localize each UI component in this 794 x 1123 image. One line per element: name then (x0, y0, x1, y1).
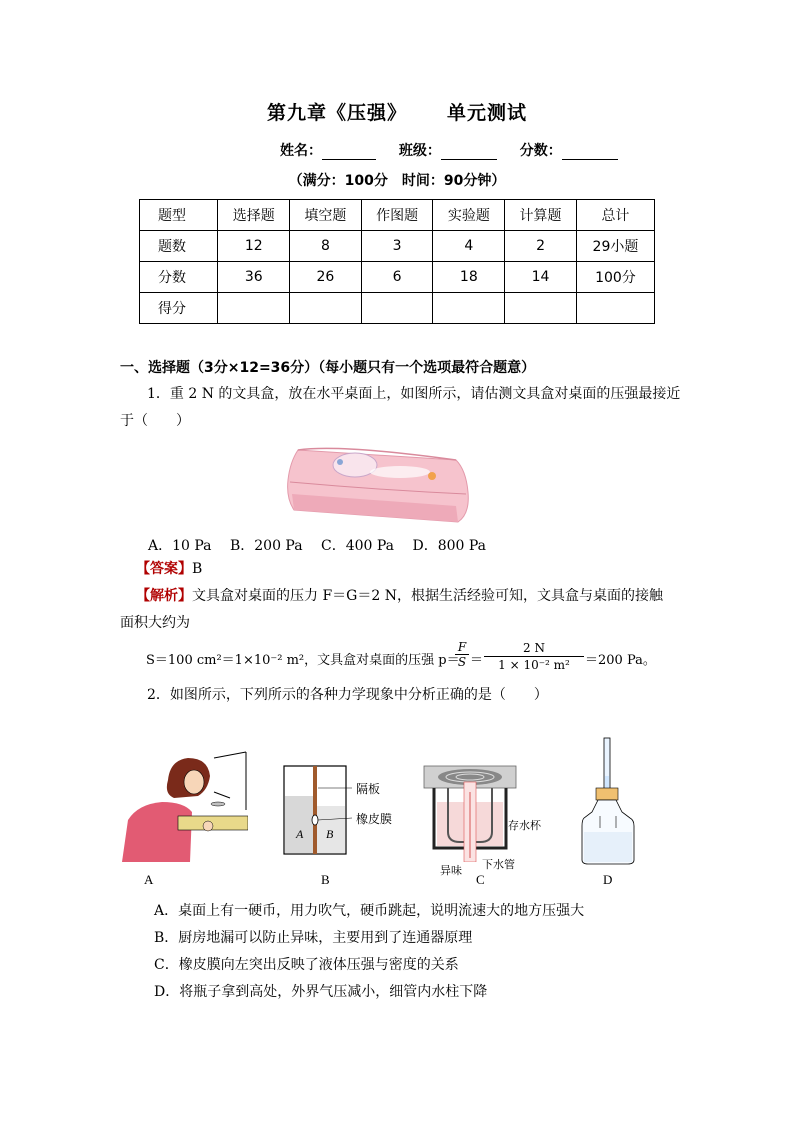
q2-option-c: C．橡皮膜向左突出反映了液体压强与密度的关系 (154, 957, 459, 973)
analysis-text-3a: S＝100 cm²＝1×10⁻² m²，文具盒对桌面的压强 p＝ (146, 653, 460, 668)
figure-c-odor-label: 异味 (440, 864, 462, 877)
table-cell: 26 (290, 262, 362, 293)
q1-analysis-line2: 面积大约为 (120, 615, 190, 631)
table-cell: 作图题 (361, 200, 433, 231)
figure-label-c: C (476, 872, 485, 887)
q1-text-line1: 1．重 2 N 的文具盒，放在水平桌面上，如图所示，请估测文具盒对桌面的压强最接近 (147, 386, 681, 402)
q2-text: 2．如图所示，下列所示的各种力学现象中分析正确的是（ ） (147, 687, 548, 703)
fraction-numerator: F (457, 640, 467, 654)
fraction-denominator: 1 × 10⁻² m² (484, 656, 584, 673)
exam-subtitle: （满分：100分 时间：90分钟） (288, 173, 506, 189)
figure-label-b: B (321, 872, 330, 887)
table-cell: 8 (290, 231, 362, 262)
table-cell: 计算题 (505, 200, 577, 231)
table-row (140, 231, 655, 262)
answer-label: 【答案】 (136, 561, 192, 577)
score-input-cell[interactable] (218, 293, 290, 324)
analysis-label: 【解析】 (136, 588, 192, 604)
q2-option-d: D．将瓶子拿到高处，外界气压减小，细管内水柱下降 (154, 984, 488, 1000)
table-cell: 题型 (140, 200, 218, 231)
table-cell: 分数 (140, 262, 218, 293)
fraction-numerator: 2 N (523, 641, 545, 655)
figure-d-bottle-barometer (578, 736, 638, 866)
table-cell: 3 (361, 231, 433, 262)
figure-c-pipe-label: 下水管 (482, 858, 515, 871)
table-cell: 2 (505, 231, 577, 262)
q1-analysis-line3 (146, 647, 460, 674)
score-input-cell[interactable] (361, 293, 433, 324)
table-cell: 6 (361, 262, 433, 293)
q2-option-b: B．厨房地漏可以防止异味，主要用到了连通器原理 (154, 930, 473, 946)
table-cell: 填空题 (290, 200, 362, 231)
table-cell: 总计 (576, 200, 654, 231)
class-label: 班级： (398, 143, 441, 159)
table-cell: 14 (505, 262, 577, 293)
table-cell: 选择题 (218, 200, 290, 231)
table-row (140, 262, 655, 293)
fraction-denominator: S (455, 654, 469, 669)
score-blank[interactable] (562, 145, 618, 160)
pencil-case-image (280, 440, 472, 526)
q2-option-a: A．桌面上有一硬币，用力吹气，硬币跳起，说明流速大的地方压强大 (154, 903, 585, 919)
table-cell: 36 (218, 262, 290, 293)
score-input-cell[interactable] (433, 293, 505, 324)
figure-c-floor-drain (420, 762, 520, 862)
figure-b-label-b: B (326, 827, 334, 841)
table-row (140, 293, 655, 324)
q1-answer (136, 556, 202, 583)
title-chapter: 第九章《压强》 (266, 102, 407, 124)
q1-analysis-line1 (136, 583, 663, 610)
fraction-f-over-s (455, 640, 469, 669)
table-row (140, 200, 655, 231)
answer-value: B (192, 561, 203, 577)
equals-sign: ＝ (470, 653, 484, 668)
page-title (0, 98, 794, 125)
analysis-text-1: 文具盒对桌面的压力 F＝G＝2 N，根据生活经验可知，文具盒与桌面的接触 (192, 588, 663, 604)
figure-label-a: A (144, 872, 154, 887)
table-cell: 18 (433, 262, 505, 293)
title-test: 单元测试 (447, 102, 528, 124)
table-cell: 100分 (576, 262, 654, 293)
score-label: 分数： (519, 143, 562, 159)
figure-b-label-a: A (296, 827, 304, 841)
section-heading: 一、选择题（3分×12=36分）（每小题只有一个选项最符合题意） (120, 360, 536, 376)
fraction-value (484, 640, 584, 673)
figure-b-partition-label: 隔板 (356, 782, 381, 796)
figure-a-girl-blowing (118, 750, 248, 862)
table-cell: 12 (218, 231, 290, 262)
table-cell: 4 (433, 231, 505, 262)
table-cell: 实验题 (433, 200, 505, 231)
table-cell: 得分 (140, 293, 218, 324)
figure-b-membrane-label: 橡皮膜 (356, 812, 393, 826)
score-input-cell[interactable] (505, 293, 577, 324)
class-blank[interactable] (441, 145, 497, 160)
q1-text-line2: 于（ ） (120, 413, 190, 429)
table-cell: 题数 (140, 231, 218, 262)
name-label: 姓名： (280, 143, 322, 159)
score-table (139, 199, 655, 324)
analysis-result: ＝200 Pa。 (585, 653, 656, 668)
student-info-line (280, 140, 618, 160)
name-blank[interactable] (322, 145, 376, 160)
figure-label-d: D (603, 872, 613, 887)
score-input-cell[interactable] (576, 293, 654, 324)
q1-options: A．10 Pa B．200 Pa C．400 Pa D．800 Pa (148, 538, 487, 554)
table-cell: 29小题 (576, 231, 654, 262)
score-input-cell[interactable] (290, 293, 362, 324)
figure-c-cup-label: 存水杯 (508, 819, 541, 832)
